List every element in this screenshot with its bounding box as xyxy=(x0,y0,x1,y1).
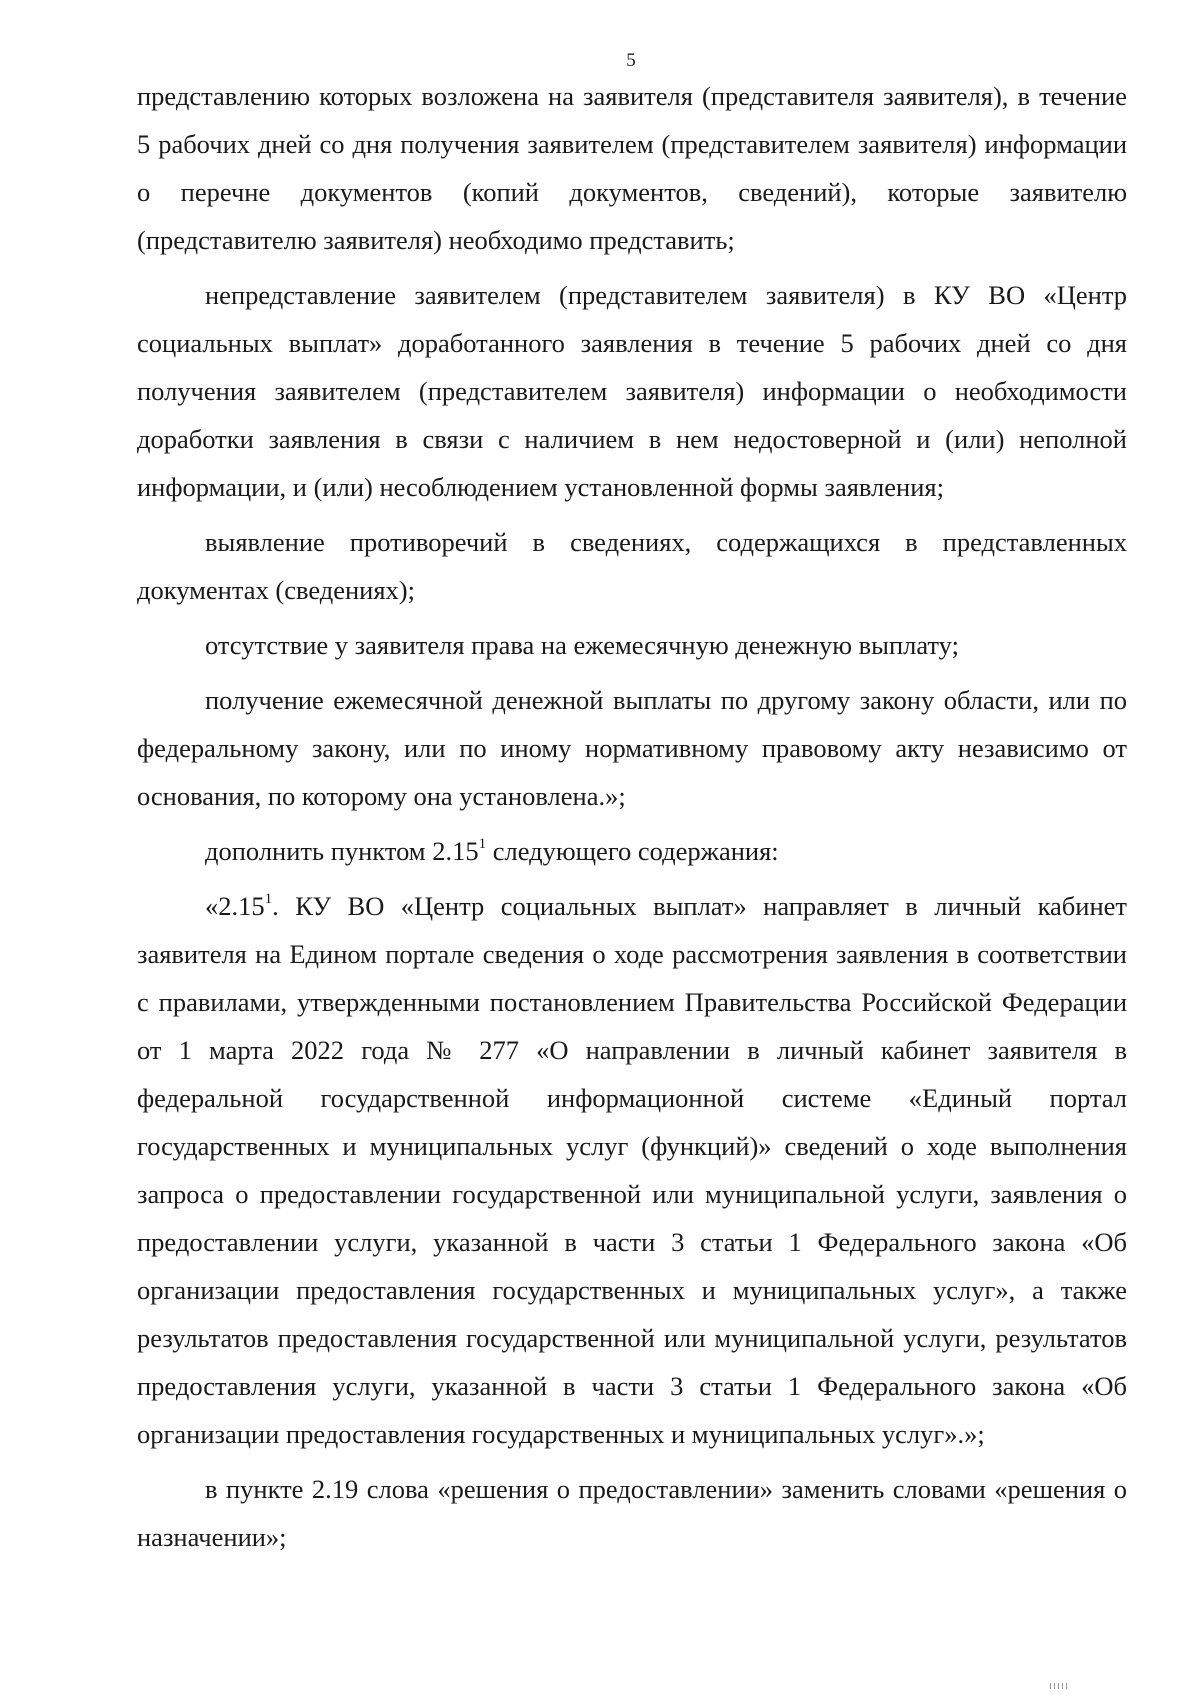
paragraph-continuation: представлению которых возложена на заявителя (представителя заявителя), в течение 5 рабочих дней со дня получения заявителем (представителем заявителя) информации о перечне документов (копий документов, сведений), которые заявителю (представителю заявителя) необходимо представить; xyxy=(137,81,1127,255)
paragraph-item-2-19: в пункте 2.19 слова «решения о предоставлении» заменить словами «решения о назначении»; xyxy=(137,1474,1127,1552)
paragraph-no-right: отсутствие у заявителя права на ежемесячную денежную выплату; xyxy=(205,630,959,660)
item-2-15-1-superscript: 1 xyxy=(264,891,273,908)
document-body xyxy=(137,72,1127,1561)
paragraph-add-item xyxy=(137,827,1127,875)
item-2-15-1-text-start: «2.15 xyxy=(205,891,265,921)
page-number: 5 xyxy=(626,50,636,71)
add-item-text-start: дополнить пунктом 2.15 xyxy=(205,836,479,866)
item-2-15-1-text-end: . КУ ВО «Центр социальных выплат» направляет в личный кабинет заявителя на Едином портале сведения о ходе рассмотрения заявления в соответствии с правилами, утвержденными постановлением Правительства Российской Федерации от 1 марта 2022 года № 277 «О направлении в личный кабинет заявителя в федеральной государственной информационной системе «Единый портал государственных и муниципальных услуг (функций)» сведений о ходе выполнения запроса о предоставлении государственной или муниципальной услуги, заявления о предоставлении услуги, указанной в части 3 статьи 1 Федерального закона «Об организации предоставления государственных и муниципальных услуг», а также результатов предоставления государственной или муниципальной услуги, результатов предоставления услуги, указанной в части 3 статьи 1 Федерального закона «Об организации предоставления государственных и муниципальных услуг».»; xyxy=(137,891,1127,1449)
paragraph-contradictions: выявление противоречий в сведениях, содержащихся в представленных документах (сведениях); xyxy=(137,527,1127,605)
paragraph-item-2-15-1 xyxy=(137,882,1127,1458)
scan-edge-mark xyxy=(1050,1683,1160,1689)
paragraph-other-payment: получение ежемесячной денежной выплаты по другому закону области, или по федеральному закону, или по иному нормативному правовому акту независимо от основания, по которому она установлена.»; xyxy=(137,685,1127,811)
paragraph-nonsubmission: непредставление заявителем (представителем заявителя) в КУ ВО «Центр социальных выплат» доработанного заявления в течение 5 рабочих дней со дня получения заявителем (представителем заявителя) информации о необходимости доработки заявления в связи с наличием в нем недостоверной и (или) неполной информации, и (или) несоблюдением установленной формы заявления; xyxy=(137,280,1127,502)
add-item-text-end: следующего содержания: xyxy=(486,836,779,866)
add-item-superscript: 1 xyxy=(478,836,487,853)
